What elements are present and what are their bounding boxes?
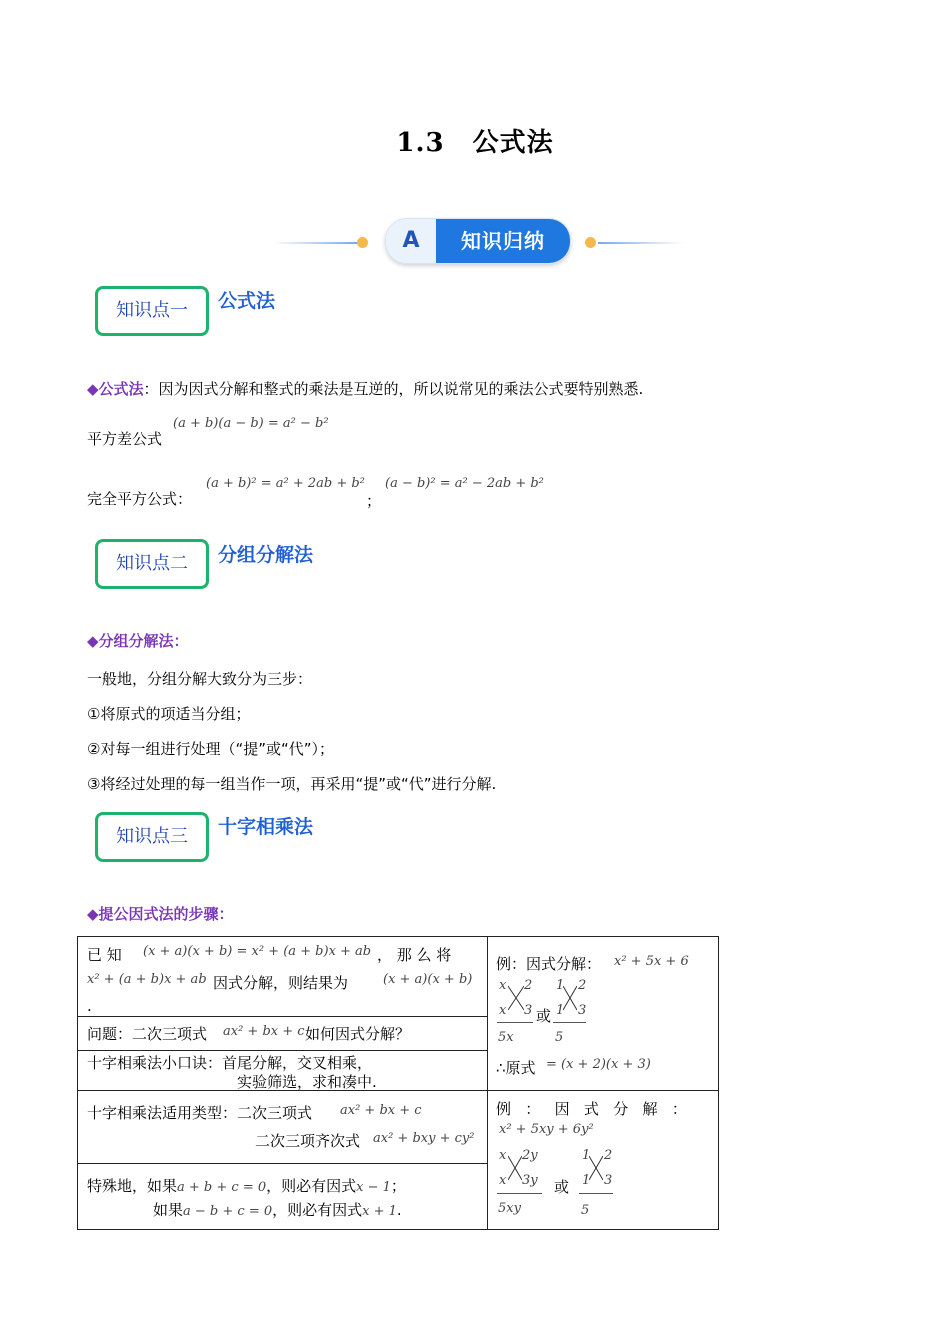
knowledge-box-3: 知识点三 — [95, 812, 209, 862]
ex1-cross2-tl: 1 — [556, 978, 565, 993]
example2-label: 例 ： 因 式 分 解 ： — [496, 1100, 687, 1118]
ex1-cross2-tr: 2 — [578, 978, 587, 993]
ex1-cross2-br: 3 — [578, 1003, 587, 1018]
ex1-cross1-sum: 5x — [498, 1030, 514, 1045]
row2-how: 如何因式分解？ — [305, 1025, 411, 1043]
example1-label: 例：因式分解： — [496, 955, 602, 973]
grouping-heading: ◆分组分解法： — [87, 632, 189, 650]
knowledge-title-1: 公式法 — [218, 290, 276, 312]
row2-formula: ax² + bx + c — [223, 1024, 305, 1039]
grouping-line-4: ③将经过处理的每一组当作一项，再采用“提”或“代”进行分解. — [87, 775, 497, 793]
section-title: 公式法 — [472, 128, 554, 158]
ex2-cross2-sum: 5 — [581, 1203, 590, 1218]
row5-period: . — [396, 1201, 402, 1219]
row5-cond-1: a + b + c = 0 — [177, 1180, 267, 1195]
banner-dot-left — [357, 237, 368, 248]
row5-if-2: 如果 — [153, 1201, 184, 1219]
row5-factor-1: x − 1 — [356, 1180, 391, 1195]
row2-question: 问题：二次三项式 — [87, 1025, 208, 1043]
ex1-cross1-br: 3 — [524, 1003, 533, 1018]
ex1-cross1-tl: x — [499, 978, 507, 993]
table-row-divider-4 — [77, 1163, 487, 1164]
row3-mnemonic-1: 十字相乘法小口诀：首尾分解，交叉相乘， — [87, 1054, 373, 1072]
diff-squares-label: 平方差公式 — [87, 430, 163, 448]
ex1-or: 或 — [536, 1007, 552, 1025]
grouping-line-1: 一般地，分组分解大致分为三步： — [87, 670, 313, 688]
perfect-square-formula-1: (a + b)² = a² + 2ab + b² — [206, 476, 365, 491]
banner-label: 知识归纳 — [436, 219, 570, 263]
cross-method-heading: ◆提公因式法的步骤： — [87, 905, 234, 923]
row5-cond-2: a − b + c = 0 — [183, 1204, 273, 1219]
ex2-cross2-lines — [589, 1154, 603, 1182]
ex1-result-label: ∴原式 — [496, 1059, 536, 1077]
grouping-line-2: ①将原式的项适当分组； — [87, 705, 251, 723]
table-row-divider-3 — [77, 1090, 719, 1091]
page-title — [0, 122, 950, 159]
row1-period: . — [87, 997, 92, 1015]
ex1-cross2-lines — [563, 984, 577, 1012]
diff-squares-formula: (a + b)(a − b) = a² − b² — [173, 416, 329, 431]
ex2-cross1-lines — [508, 1154, 522, 1182]
row1-known: 已 知 — [87, 946, 122, 964]
ex1-result: = (x + 2)(x + 3) — [546, 1057, 651, 1072]
row5-factor-2: x + 1 — [362, 1204, 397, 1219]
ex2-or: 或 — [554, 1178, 570, 1196]
ex2-cross2-bar — [579, 1193, 613, 1194]
row1-formula-3: (x + a)(x + b) — [383, 972, 473, 987]
row5-special-2 — [153, 1198, 402, 1224]
formula-method-paragraph — [87, 378, 643, 399]
ex2-cross1-sum: 5xy — [498, 1201, 521, 1216]
ex2-cross1-bar — [497, 1193, 542, 1194]
row3-mnemonic-2: 实验筛选，求和凑中. — [237, 1073, 377, 1091]
table-column-divider — [487, 936, 488, 1230]
ex2-cross1-tl: x — [499, 1148, 507, 1163]
perfect-square-formula-2: (a − b)² = a² − 2ab + b² — [385, 476, 544, 491]
knowledge-title-3: 十字相乘法 — [218, 816, 314, 838]
example2-formula: x² + 5xy + 6y² — [499, 1122, 594, 1137]
ex1-cross1-tr: 2 — [524, 978, 533, 993]
ex1-cross1-bar — [497, 1022, 533, 1023]
ex2-cross1-br: 3y — [522, 1173, 538, 1188]
knowledge-title-2: 分组分解法 — [218, 544, 314, 566]
row5-then-2: ，则必有因式 — [272, 1201, 363, 1219]
perfect-square-label: 完全平方公式： — [87, 490, 193, 508]
ex1-cross1-bl: x — [499, 1003, 507, 1018]
row5-semicolon: ； — [390, 1177, 406, 1195]
table-row-divider-1 — [77, 1016, 487, 1017]
row5-then-1: ，则必有因式 — [266, 1177, 357, 1195]
ex2-cross2-tl: 1 — [582, 1148, 591, 1163]
banner-dot-right — [585, 237, 596, 248]
banner-line-left — [272, 242, 358, 244]
row1-factor-text: 因式分解，则结果为 — [213, 974, 349, 992]
ex2-cross1-tr: 2y — [522, 1148, 538, 1163]
grouping-line-3: ②对每一组进行处理（“提”或“代”）； — [87, 740, 335, 758]
row1-then: ， 那 么 将 — [377, 946, 452, 964]
row1-formula-2: x² + (a + b)x + ab — [87, 972, 207, 987]
formula-method-text: ：因为因式分解和整式的乘法是互逆的，所以说常见的乘法公式要特别熟悉. — [143, 380, 644, 398]
row4-homogeneous-label: 二次三项齐次式 — [255, 1132, 361, 1150]
row4-formula-2: ax² + bxy + cy² — [373, 1131, 475, 1146]
formula-separator: ； — [366, 492, 382, 510]
row5-special-1 — [87, 1174, 406, 1200]
row4-formula-1: ax² + bx + c — [340, 1103, 422, 1118]
knowledge-box-2: 知识点二 — [95, 539, 209, 589]
ex1-cross2-bl: 1 — [556, 1003, 565, 1018]
ex1-cross2-bar — [553, 1022, 586, 1023]
ex2-cross2-tr: 2 — [604, 1148, 613, 1163]
ex2-cross1-bl: x — [499, 1173, 507, 1188]
ex2-cross2-br: 3 — [604, 1173, 613, 1188]
formula-method-heading: ◆公式法 — [87, 380, 144, 398]
row5-if: 特殊地，如果 — [87, 1177, 178, 1195]
banner-line-right — [598, 242, 684, 244]
ex1-cross1-lines — [508, 984, 524, 1012]
ex1-cross2-sum: 5 — [555, 1030, 564, 1045]
section-number: 1.3 — [396, 128, 445, 158]
section-banner — [385, 218, 571, 264]
knowledge-box-1: 知识点一 — [95, 286, 209, 336]
banner-letter: A — [386, 219, 436, 263]
example1-formula: x² + 5x + 6 — [614, 954, 689, 969]
row1-formula-1: (x + a)(x + b) = x² + (a + b)x + ab — [143, 944, 372, 959]
ex2-cross2-bl: 1 — [582, 1173, 591, 1188]
row4-types-label: 十字相乘法适用类型：二次三项式 — [87, 1104, 313, 1122]
